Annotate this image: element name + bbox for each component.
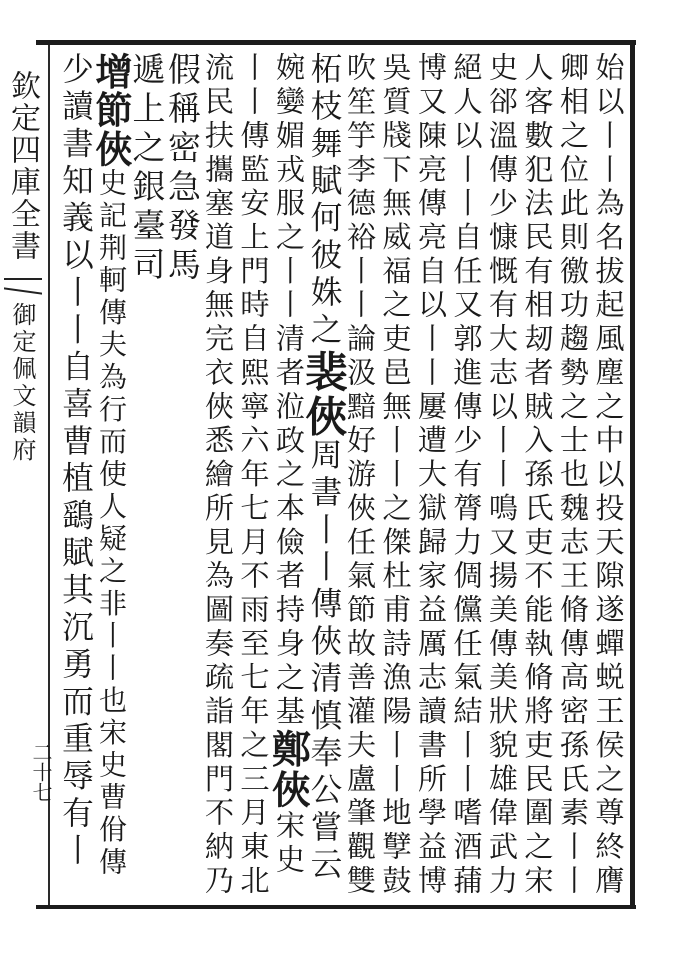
text-column [375, 52, 415, 899]
column-text: 博又陳亮傳亮自以丨丨屢遭大獄歸家益厲志讀書所學益博 [413, 52, 448, 899]
margin-subtitle [0, 302, 44, 464]
frame-top-border [36, 40, 636, 45]
column-text: 周書丨丨傳俠清慎奉公嘗云 [306, 437, 342, 885]
text-column [446, 52, 486, 899]
column-text: 少讀書知義以丨丨自喜曹植鷂賦其沉勇而重辱有丨 [57, 52, 94, 871]
column-text: 卿相之位此則徼功趨勢之士也魏志王脩傳高密孫氏素丨丨 [555, 52, 590, 899]
text-column [588, 52, 628, 899]
column-text: 始以丨丨為名拔起風塵之中以投天隙遂蟬蜕王侯之尊終膺 [591, 52, 625, 899]
column-text: 史郤溫傳少慷慨有大志以丨丨鳴又揚美傳美狀貌雄偉武力 [484, 52, 519, 899]
column-text: 清者涖政之本儉者持身之基 [271, 322, 306, 730]
column-text: 丨丨傳監安上門時自熙寧六年七月不雨至七年之三月東北 [236, 52, 270, 899]
text-column [265, 52, 312, 878]
column-text: 人客數犯法民有相刼者賊入孫氏吏不能執脩將吏民圍之宋 [520, 52, 554, 899]
text-column [340, 52, 380, 899]
frame-bottom-border [36, 905, 636, 909]
text-column [198, 52, 238, 899]
column-text: 絕人以丨丨自任又郭進傳少有膂力倜儻任氣結丨丨嗜酒蒱 [449, 52, 483, 899]
column-text: 宋史 [271, 810, 306, 878]
column-text: 遞上之銀臺司 [127, 52, 167, 286]
text-column [56, 52, 96, 870]
column-text: 流民扶攜塞道身無完衣俠悉繪所見為圖奏疏詣閣門不納乃 [200, 52, 235, 899]
text-column [553, 52, 593, 899]
column-text: 吳質牋下無威福之吏邑無丨丨之傑杜甫詩漁陽丨丨地孼鼓 [378, 52, 412, 899]
margin-title [0, 70, 44, 262]
column-text: 吹笙竽李德裕丨丨論汲黯好游俠任氣節故善灌夫盧肇觀雙 [342, 52, 377, 899]
column-text: 柘枝舞賦何彼姝之 [306, 52, 342, 350]
page-number-text: 二十七 [29, 742, 53, 802]
column-text: 史記荆軻傳夫為行而使人疑之非丨丨也宋史曹佾傳 [95, 168, 128, 880]
frame-right-border [630, 40, 635, 909]
text-column [162, 52, 202, 286]
text-column [411, 52, 451, 899]
column-text: 婉孌媚戎服之丨丨 [271, 52, 306, 323]
text-column [482, 52, 522, 899]
margin-subtitle-text: 御定佩文韻府 [8, 302, 36, 464]
text-column [233, 52, 273, 899]
column-text: 假稱密急發馬 [163, 52, 202, 286]
entry-heading: 裴俠 [299, 349, 349, 438]
text-column [91, 52, 131, 879]
entry-heading: 鄭俠 [265, 729, 312, 811]
fish-tail-divider [4, 278, 42, 294]
margin-title-text: 欽定四庫全書 [5, 70, 40, 262]
text-column [517, 52, 557, 899]
entry-heading: 增節俠 [89, 52, 133, 169]
